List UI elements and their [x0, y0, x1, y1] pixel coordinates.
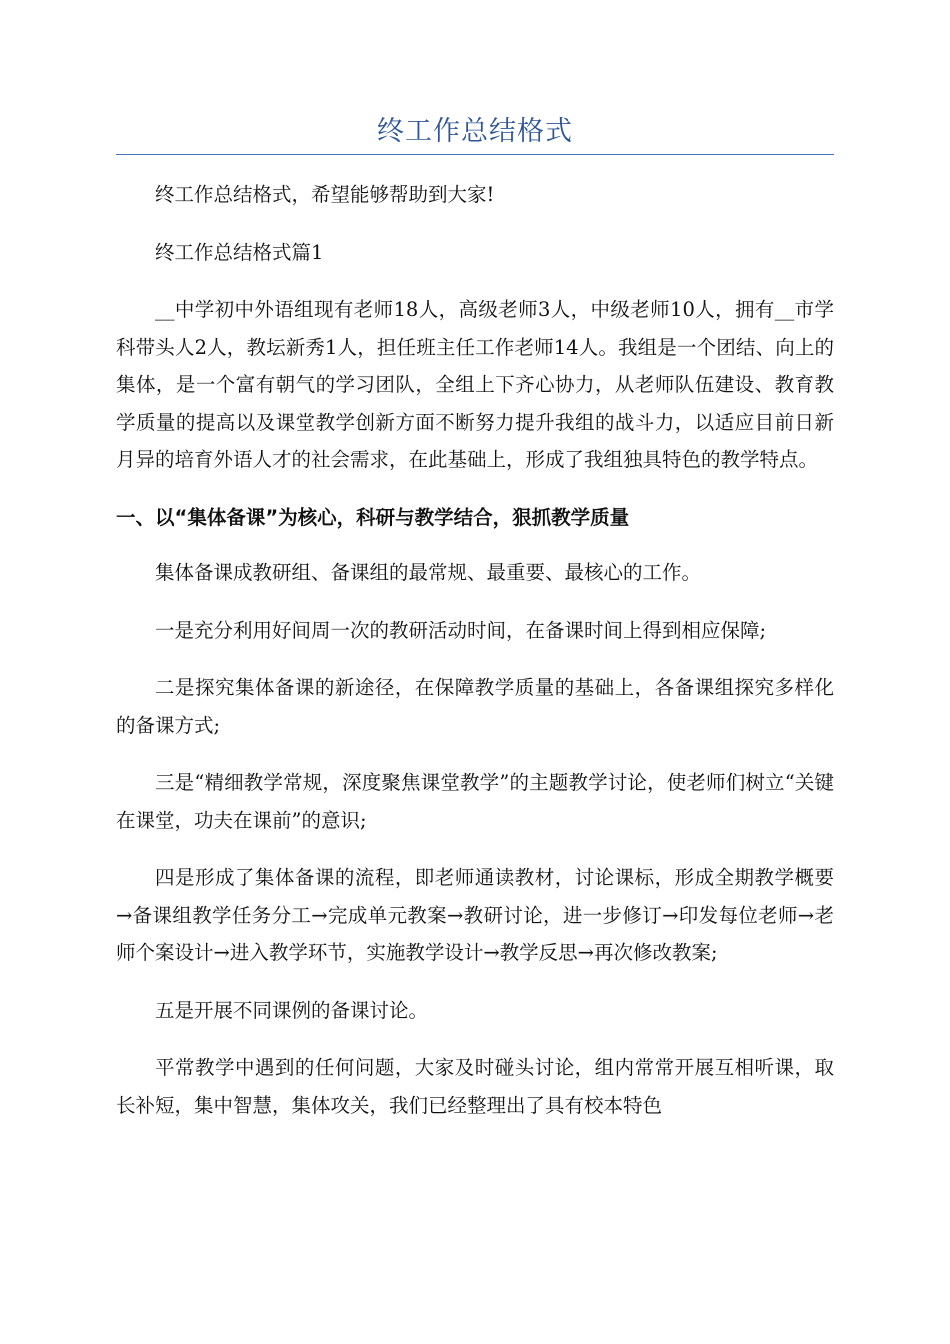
body-paragraph: 集体备课成教研组、备课组的最常规、最重要、最核心的工作。 [155, 561, 702, 584]
body-paragraph: 平常教学中遇到的任何问题，大家及时碰头讨论，组内常常开展互相听课，取长补短，集中智慧，集体攻关，我们已经整理出了具有校本特色 [116, 1056, 834, 1117]
document-body [116, 176, 834, 1144]
body-paragraph: 三是“精细教学常规，深度聚焦课堂教学”的主题教学讨论，使老师们树立“关键在课堂，功夫在课前”的意识; [116, 771, 834, 832]
body-paragraph: 二是探究集体备课的新途径，在保障教学质量的基础上，各备课组探究多样化的备课方式; [116, 676, 834, 737]
document-title: 终工作总结格式 [377, 116, 573, 147]
body-paragraph: 四是形成了集体备课的流程，即老师通读教材，讨论课标，形成全期教学概要→备课组教学任务分工→完成单元教案→教研讨论，进一步修订→印发每位老师→老师个案设计→进入教学环节，实施教学设计→教学反思→再次修改教案; [116, 866, 834, 964]
body-paragraph: 一是充分利用好间周一次的教研活动时间，在备课时间上得到相应保障; [155, 618, 767, 642]
body-paragraph: 五是开展不同课例的备课讨论。 [155, 998, 429, 1022]
title-underline [116, 154, 834, 155]
section-heading: 一、以“集体备课”为核心，科研与教学结合，狠抓教学质量 [116, 505, 630, 529]
subtitle-paragraph: 终工作总结格式篇1 [155, 240, 324, 264]
overview-paragraph: __中学初中外语组现有老师18人，高级老师3人，中级老师10人，拥有__市学科带头人2人，教坛新秀1人，担任班主任工作老师14人。我组是一个团结、向上的集体，是一个富有朝气的学习团队，全组上下齐心协力，从老师队伍建设、教育教学质量的提高以及课堂教学创新方面不断努力提升我组的战斗力，以适应目前日新月异的培育外语人才的社会需求，在此基础上，形成了我组独具特色的教学特点。 [116, 298, 834, 471]
intro-paragraph: 终工作总结格式，希望能够帮助到大家! [155, 183, 495, 206]
